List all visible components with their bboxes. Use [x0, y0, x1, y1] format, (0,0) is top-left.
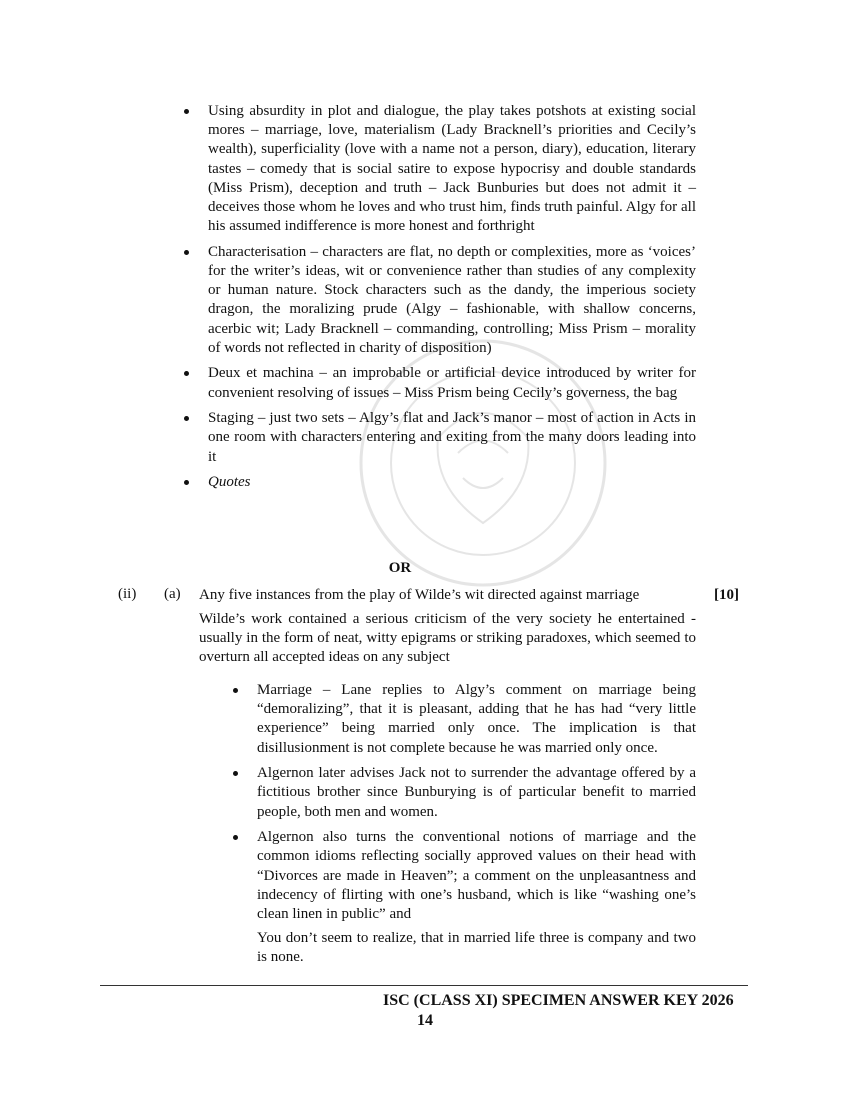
question-part: (a) — [164, 586, 181, 602]
list-item — [183, 243, 696, 358]
list-item-text: Marriage – Lane replies to Algy’s comment on marriage being “demoralizing”, that it is pleasant, adding that he has had “very little experience” being married only once. The implication is that disillusionment is not complete because he was married only once. — [257, 682, 696, 756]
list-item — [183, 364, 696, 402]
footer-title: ISC (CLASS XI) SPECIMEN ANSWER KEY 2026 — [383, 992, 734, 1009]
page-number: 14 — [417, 1012, 433, 1029]
question-number: (ii) — [118, 586, 137, 602]
list-item — [232, 764, 696, 822]
footer-rule — [100, 985, 748, 986]
section1-bullet-list — [183, 102, 696, 499]
or-separator: OR — [388, 560, 412, 576]
question-intro: Wilde’s work contained a serious criticism of the very society he entertained - usually in the form of neat, witty epigrams or striking paradoxes, which seemed to overturn all accepted ideas on any subject — [199, 611, 696, 666]
list-item — [232, 681, 696, 758]
list-item-text: Quotes — [208, 474, 251, 491]
list-item — [183, 409, 696, 467]
list-item-text: Algernon later advises Jack not to surrender the advantage offered by a fictitious brother since Bunburying is of particular benefit to married people, both men and women. — [257, 765, 696, 820]
quote-paragraph: You don’t seem to realize, that in married life three is company and two is none. — [257, 930, 696, 966]
list-item-text: Algernon also turns the conventional notions of marriage and the common idioms reflecting socially approved values on their head with “Divorces are made in Heaven”; a comment on the unpleasantness and indecency of flirting with one’s husband, which is like “washing one’s clean linen in public” and — [257, 829, 696, 923]
question-marks: [10] — [714, 587, 739, 603]
answer-bullet-list — [232, 681, 696, 931]
list-item-text: Using absurdity in plot and dialogue, the play takes potshots at existing social mores – marriage, love, materialism (Lady Bracknell’s priorities and Cecily’s wealth), superficiality (love with a name not a person, diary), education, literary tastes – comedy that is social satire to expose hypocrisy and double standards (Miss Prism), deception and truth – Jack Bunburies but does not admit it – deceives those whom he loves and who trust him, finds truth painful. Algy for all his assumed indifference is more honest and forthright — [208, 103, 696, 235]
list-item-text: Deux et machina – an improbable or artificial device introduced by writer for convenient resolving of issues – Miss Prism being Cecily’s governess, the bag — [208, 365, 696, 401]
list-item-text: Characterisation – characters are flat, no depth or complexities, more as ‘voices’ for the writer’s ideas, wit or convenience rather than studies of any complexity or human nature. Stock characters such as the dandy, the imperious society dragon, the moralizing prude (Algy – fashionable, with shallow concerns, acerbic wit; Lady Bracknell – commanding, controlling; Miss Prism – morality of words not reflected in charity of disposition) — [208, 243, 696, 356]
list-item-text: Staging – just two sets – Algy’s flat and Jack’s manor – most of action in Acts in one room with characters entering and exiting from the many doors leading into it — [208, 410, 696, 465]
list-item — [183, 102, 696, 236]
list-item — [232, 828, 696, 924]
list-item — [183, 473, 696, 492]
question-prompt: Any five instances from the play of Wilde’s wit directed against marriage — [199, 587, 640, 603]
